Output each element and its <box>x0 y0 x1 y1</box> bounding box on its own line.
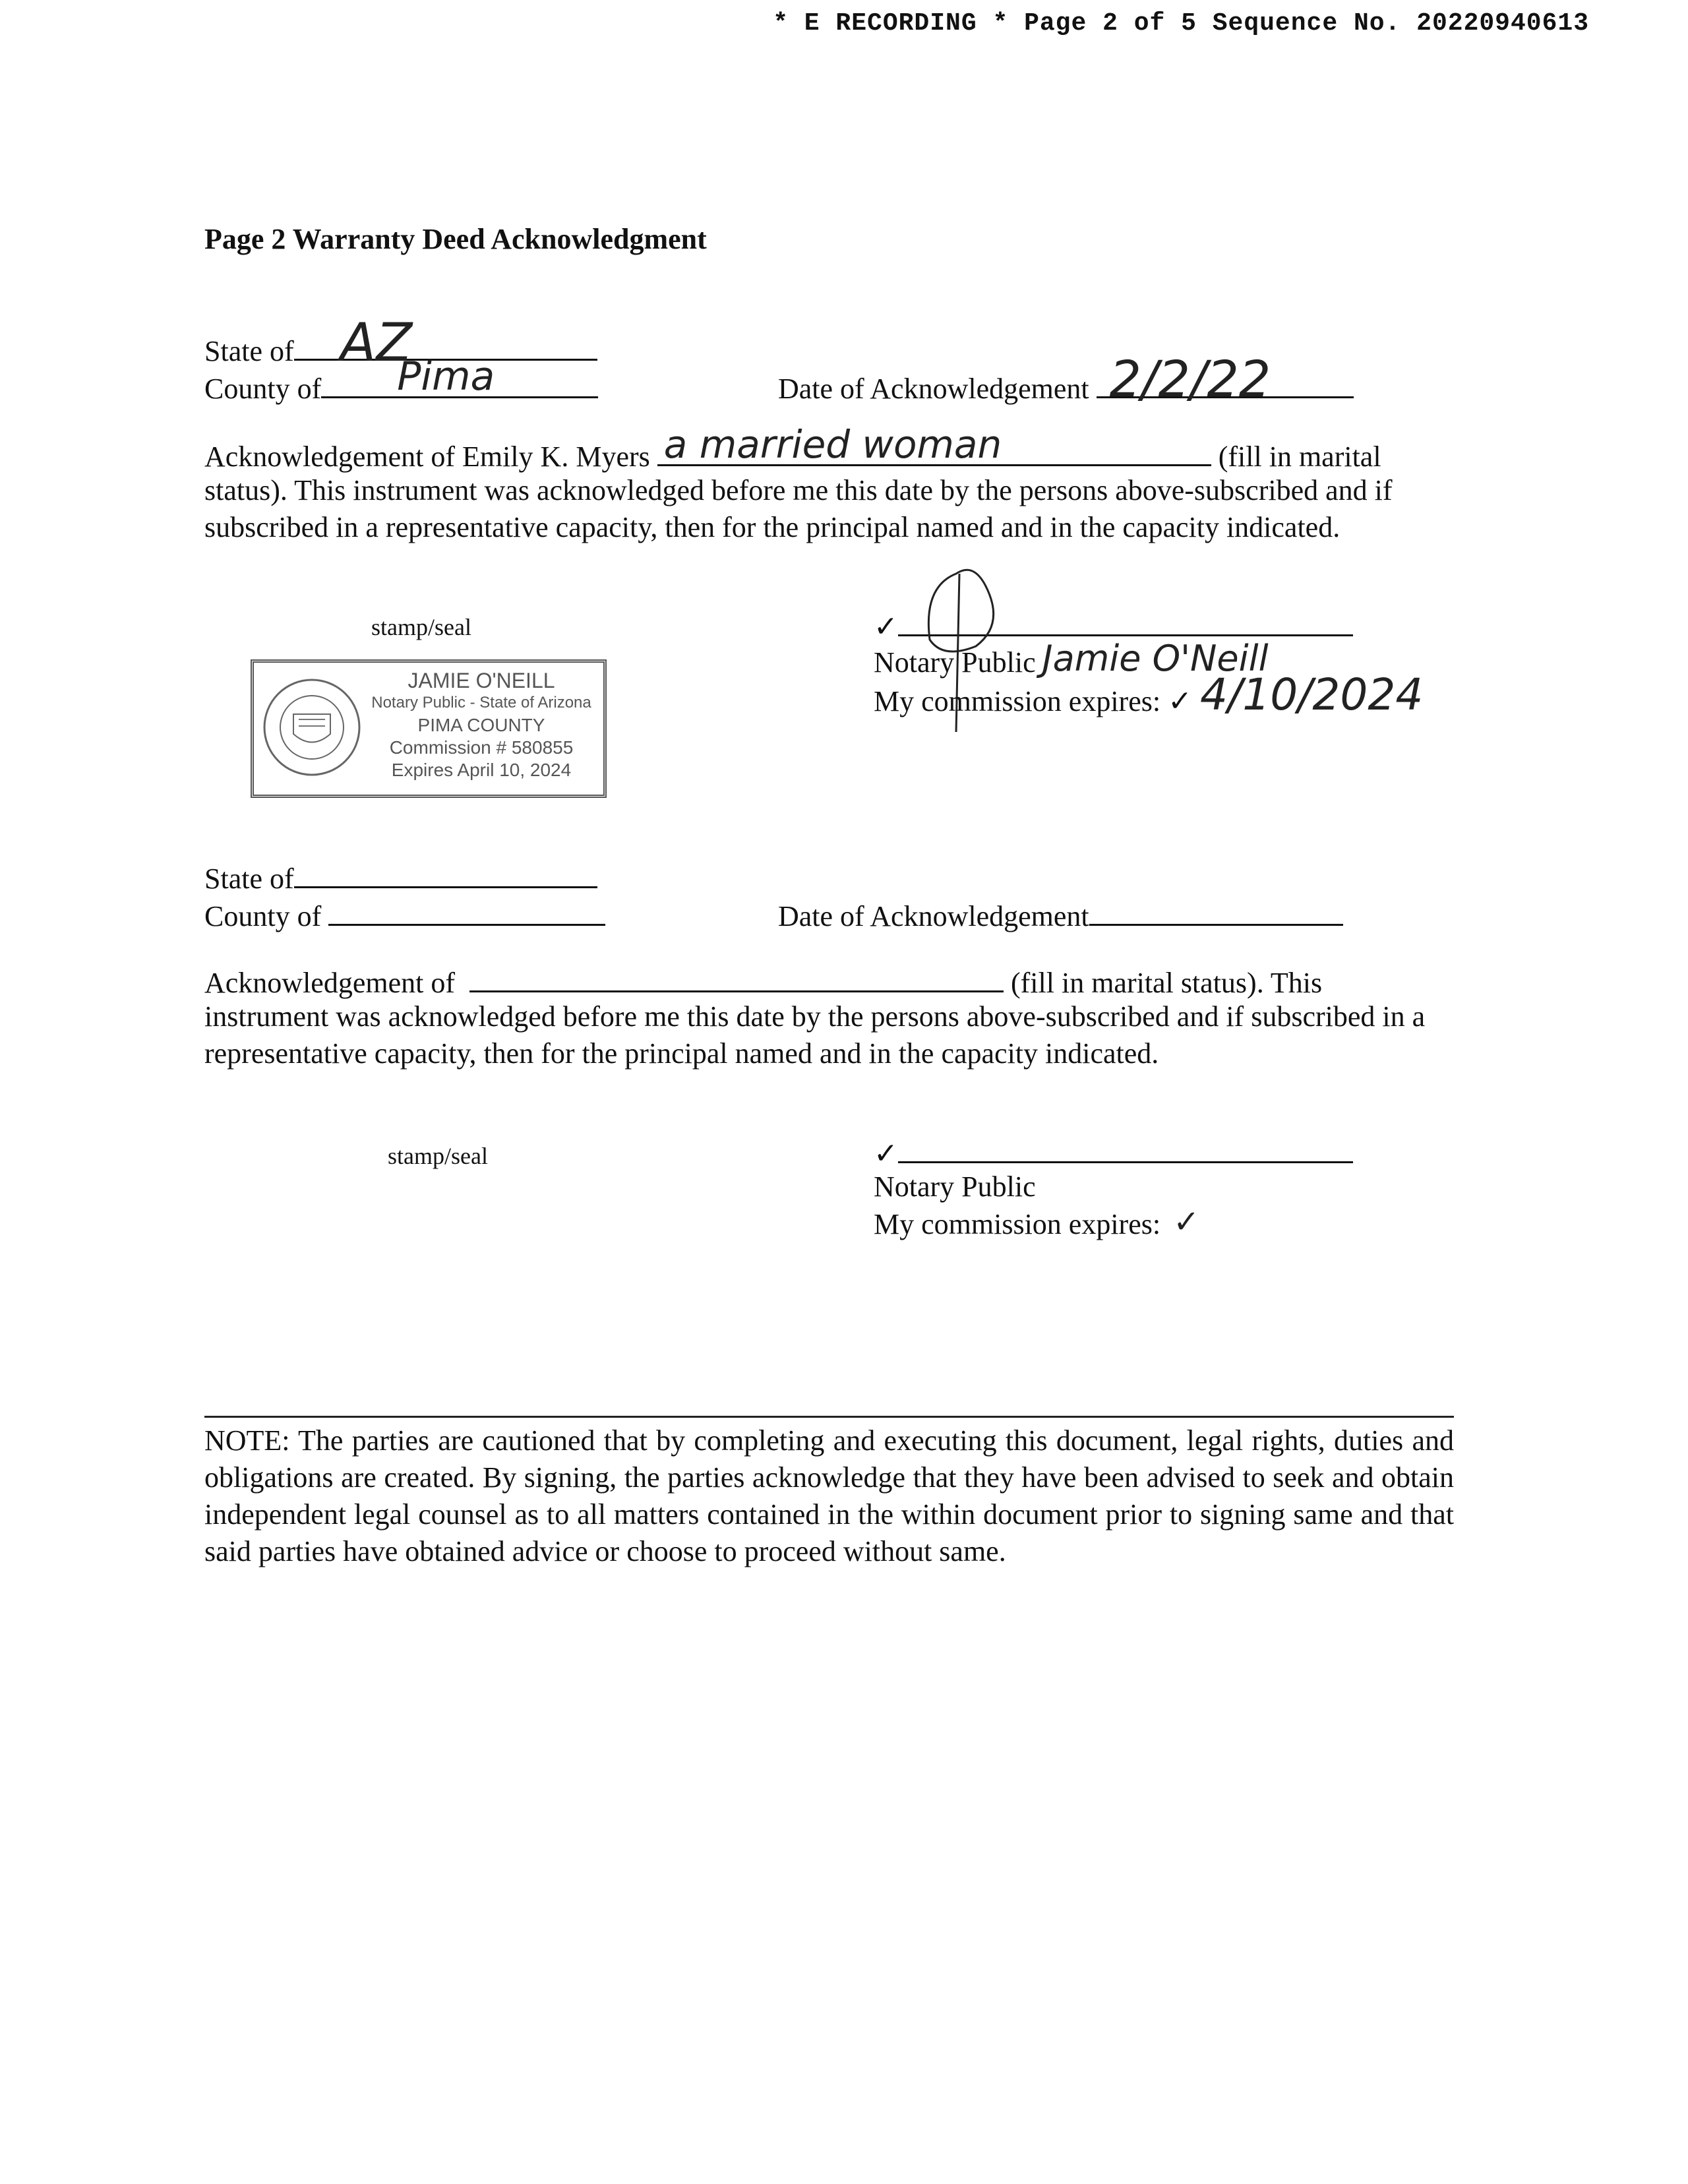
check-mark: ✓ <box>874 611 898 643</box>
signature-row-2 <box>874 1132 1353 1172</box>
ack-body-1: status). This instrument was acknowledged before me this date by the persons above-subscribed and if subscribed in a representative capacity, then for the principal named and in the capacity indicated. <box>204 474 1393 543</box>
marital-field[interactable] <box>657 422 1211 467</box>
notary-public-label: Notary Public <box>874 646 1036 679</box>
check-mark: ✓ <box>874 1138 898 1170</box>
stamp-label-1: stamp/seal <box>371 614 471 640</box>
county-row-2 <box>204 895 605 935</box>
ack-line-1 <box>204 422 1381 475</box>
county-label: County of <box>204 373 322 405</box>
date-row-2 <box>778 895 1343 935</box>
stamp-text: JAMIE O'NEILL Notary Public - State of Arizona PIMA COUNTY Commission # 580855 Expires April 10, 2024 <box>371 669 591 780</box>
stamp-label-2: stamp/seal <box>388 1143 488 1169</box>
recording-header: * E RECORDING * Page 2 of 5 Sequence No. 20220940613 <box>773 9 1589 38</box>
legal-note: NOTE: The parties are cautioned that by completing and executing this document, legal rights, duties and obligations are created. By signing, the parties acknowledge that they have been advised to seek and obtain independent legal counsel as to all matters contained in the within document prior to signing same and that said parties have obtained advice or choose to proceed without same. <box>204 1424 1454 1567</box>
state-field[interactable] <box>294 857 597 888</box>
date-field[interactable] <box>1089 895 1343 926</box>
check-mark: ✓ <box>1168 685 1192 717</box>
notary-seal-stamp <box>251 659 607 798</box>
state-label: State of <box>204 863 294 895</box>
commission-label: My commission expires: <box>874 1208 1161 1240</box>
ack-label: Acknowledgement of <box>204 967 455 999</box>
state-row-2 <box>204 857 597 897</box>
state-handwritten: AZ <box>340 312 413 373</box>
county-label: County of <box>204 900 322 932</box>
county-field[interactable] <box>328 895 605 926</box>
commission-handwritten: 4/10/2024 <box>1199 669 1424 720</box>
date-field[interactable] <box>1097 349 1354 408</box>
ack-label: Acknowledgement of Emily K. Myers <box>204 440 650 473</box>
date-handwritten: 2/2/22 <box>1109 349 1271 408</box>
date-label: Date of Acknowledgement <box>778 900 1089 932</box>
commission-row-1 <box>874 669 1424 720</box>
ack-line-2 <box>204 961 1322 1002</box>
county-field[interactable] <box>321 353 598 400</box>
notary-label-2: Notary Public <box>874 1170 1036 1203</box>
check-mark: ✓ <box>1173 1203 1200 1240</box>
state-label: State of <box>204 335 294 367</box>
date-label: Date of Acknowledgement <box>778 373 1089 405</box>
marital-handwritten: a married woman <box>663 422 1002 467</box>
notary-signature-line[interactable] <box>898 1132 1353 1163</box>
ack-body-2: instrument was acknowledged before me this date by the persons above-subscribed and if subscribed in a representative capacity, then for the principal named and in the capacity indicated. <box>204 1000 1426 1070</box>
fill-label: (fill in marital status). This <box>1011 967 1323 999</box>
date-row-1 <box>778 349 1354 408</box>
fill-label: (fill in marital <box>1218 440 1381 473</box>
commission-row-2 <box>874 1205 1199 1243</box>
arizona-seal-icon <box>259 668 365 787</box>
county-handwritten: Pima <box>397 353 495 400</box>
notary-signature: Jamie O'Neill <box>1042 638 1269 679</box>
county-row-1 <box>204 353 598 408</box>
note-divider <box>204 1416 1454 1418</box>
marital-field[interactable] <box>469 961 1004 992</box>
commission-label: My commission expires: <box>874 685 1161 717</box>
page-title: Page 2 Warranty Deed Acknowledgment <box>204 223 707 255</box>
